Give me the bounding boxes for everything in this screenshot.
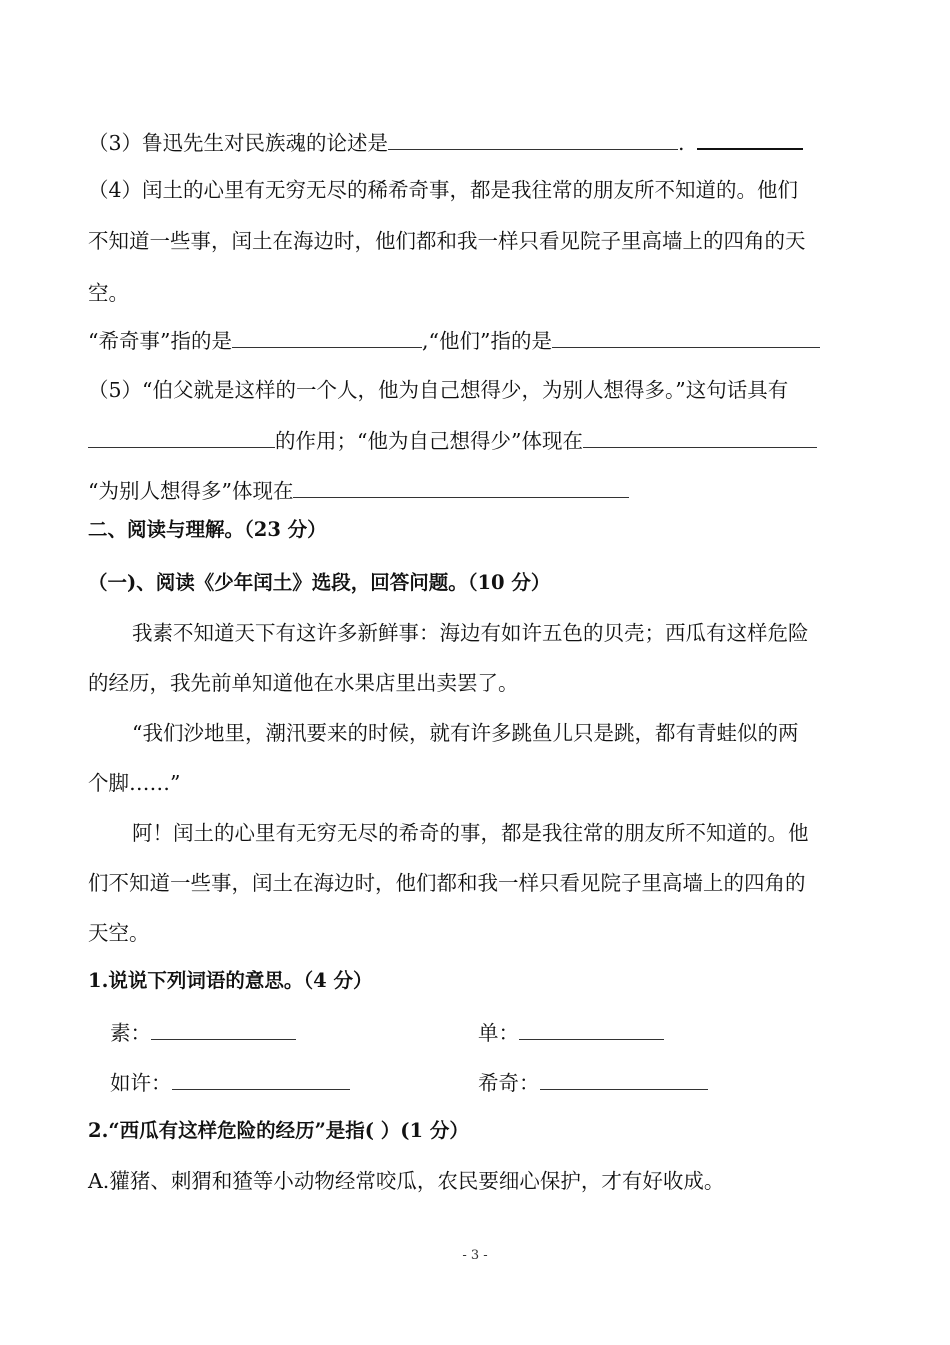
passage-p3-line-1: 阿！闰土的心里有无穷无尽的希奇的事，都是我往常的朋友所不知道的。他 (132, 821, 809, 845)
word-su-blank[interactable] (151, 1017, 296, 1040)
word-xiqi-label: 希奇： (478, 1071, 540, 1095)
section-two-heading: 二、阅读与理解。（23 分） (88, 518, 327, 541)
q4-prompt-b: ,“他们”指的是 (421, 329, 552, 353)
q5-blank-self[interactable] (583, 425, 817, 448)
question1-title: 1.说说下列词语的意思。（4 分） (88, 969, 373, 992)
q4-blank-b[interactable] (552, 325, 820, 348)
q5-prompt-line-b (88, 475, 629, 506)
passage-p3-line-2: 们不知道一些事，闰土在海边时，他们都和我一样只看见院子里高墙上的四角的 (88, 871, 806, 895)
question2-option-a[interactable]: A.獾猪、刺猬和猹等小动物经常咬瓜，农民要细心保护，才有好收成。 (88, 1169, 725, 1193)
q3-label: （3）鲁迅先生对民族魂的论述是 (88, 131, 389, 155)
q5-prompt-line-a (88, 425, 817, 456)
word-ruxu-label: 如许： (110, 1071, 172, 1095)
word-dan-blank[interactable] (519, 1017, 664, 1040)
question1-word-su (110, 1017, 296, 1048)
q3-blank-2[interactable] (697, 126, 803, 150)
question1-word-xiqi (478, 1067, 708, 1098)
q5-line-1: （5）“伯父就是这样的一个人，他为自己想得少，为别人想得多。”这句话具有 (88, 378, 789, 402)
q3-blank-1[interactable] (388, 127, 678, 150)
word-xiqi-blank[interactable] (540, 1067, 708, 1090)
q4-line-1: （4）闰土的心里有无穷无尽的稀希奇事，都是我往常的朋友所不知道的。他们 (88, 178, 799, 202)
passage-p3-line-3: 天空。 (88, 921, 150, 945)
question1-word-dan (478, 1017, 664, 1048)
q4-prompt-line (88, 325, 820, 356)
q4-prompt-a: “希奇事”指的是 (88, 329, 232, 353)
q4-line-2: 不知道一些事，闰土在海边时，他们都和我一样只看见院子里高墙上的四角的天 (88, 229, 806, 253)
q4-line-3: 空。 (88, 281, 129, 305)
question2-title: 2.“西瓜有这样危险的经历”是指( ）(1 分） (88, 1119, 469, 1142)
question1-word-ruxu (110, 1067, 350, 1098)
passage-p2-line-2: 个脚……” (88, 771, 181, 795)
word-dan-label: 单： (478, 1021, 519, 1045)
word-ruxu-blank[interactable] (172, 1067, 350, 1090)
q3-separator: . (678, 131, 685, 155)
q3-line (88, 126, 803, 158)
q4-blank-a[interactable] (232, 325, 422, 348)
passage-p2-line-1: “我们沙地里，潮汛要来的时候，就有许多跳鱼儿只是跳，都有青蛙似的两 (132, 721, 799, 745)
q5-blank-others[interactable] (293, 475, 629, 498)
passage-p1-line-2: 的经历，我先前单知道他在水果店里出卖罢了。 (88, 671, 519, 695)
page-number: - 3 - (462, 1248, 488, 1263)
q5-blank-function[interactable] (88, 425, 275, 448)
section-two-subheading: （一)、阅读《少年闰土》选段，回答问题。（10 分） (88, 571, 551, 594)
q5-prompt-b: “为别人想得多”体现在 (88, 479, 294, 503)
passage-p1-line-1: 我素不知道天下有这许多新鲜事：海边有如许五色的贝壳；西瓜有这样危险 (132, 621, 809, 645)
word-su-label: 素： (110, 1021, 151, 1045)
q5-prompt-a: 的作用；“他为自己想得少”体现在 (275, 429, 583, 453)
